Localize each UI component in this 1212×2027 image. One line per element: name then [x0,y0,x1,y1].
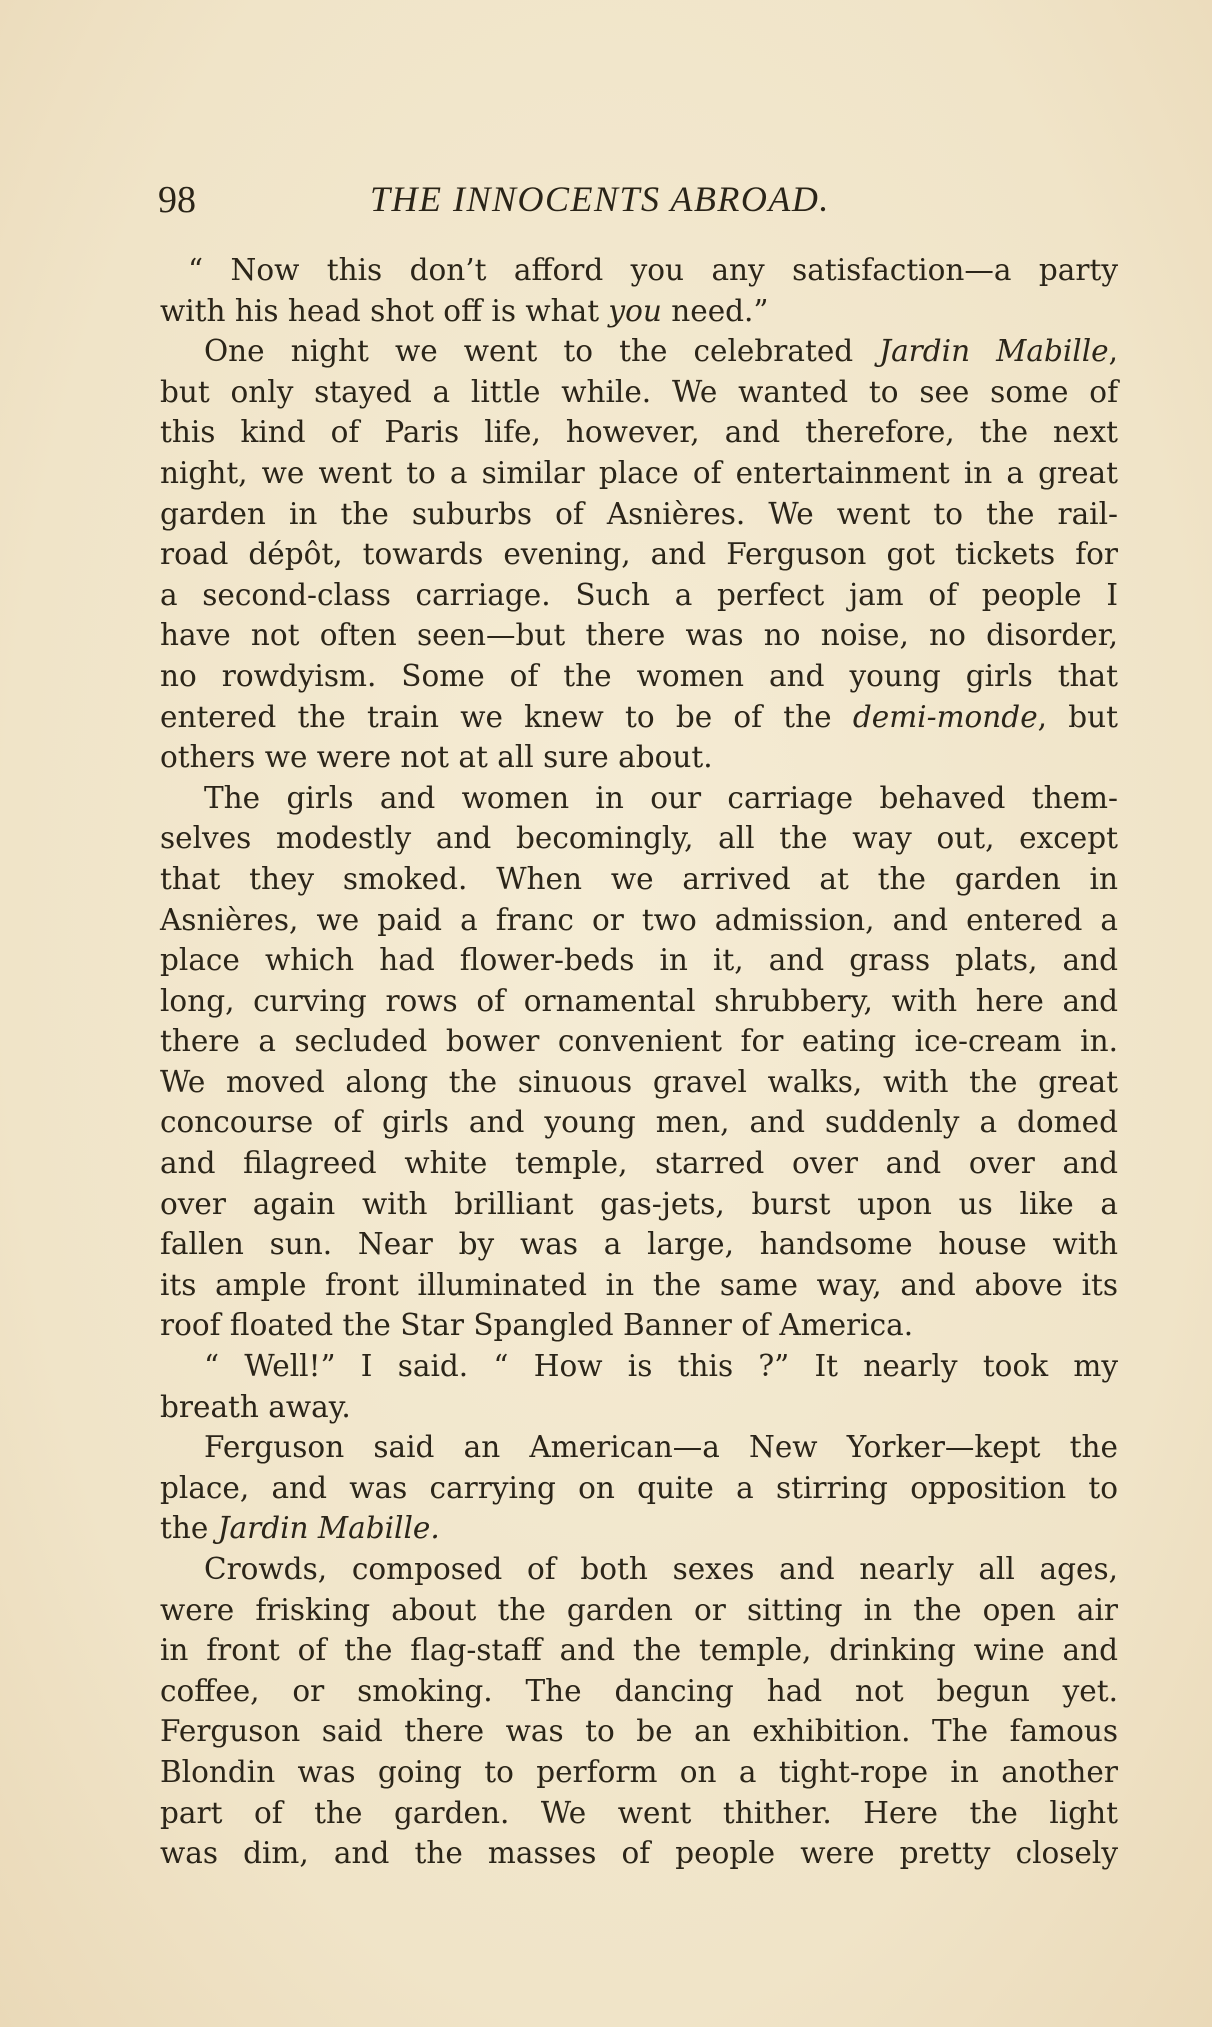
text-segment: over again with brilliant gas-jets, burst upon us like a [160,1186,1118,1221]
text-line [160,940,1118,981]
text-line [160,1833,1118,1874]
text-line [160,1590,1118,1631]
text-segment: We moved along the sinuous gravel walks, with the great [160,1064,1118,1099]
text-line [160,412,1118,453]
text-segment: there a secluded bower convenient for eating ice-cream in. [160,1024,1118,1059]
text-line [160,534,1118,575]
page-number: 98 [158,179,196,221]
text-segment: coffee, or smoking. The dancing had not begun yet. [160,1673,1118,1708]
text-segment: Blondin was going to perform on a tight-rope in another [160,1754,1118,1789]
text-line [160,291,1118,332]
text-segment: place, and was carrying on quite a stirring opposition to [160,1470,1118,1505]
text-line [160,1752,1118,1793]
text-segment: roof floated the Star Spangled Banner of America. [160,1308,914,1343]
text-segment: long, curving rows of ornamental shrubbery, with here and [160,983,1118,1018]
text-line [160,1346,1118,1387]
text-line [160,1387,1118,1428]
text-line [160,1671,1118,1712]
italic-text-segment: demi-monde [852,699,1038,734]
text-segment: that they smoked. When we arrived at the garden in [160,861,1118,896]
text-segment: night, we went to a similar place of entertainment in a great [160,455,1118,490]
text-line [160,778,1118,819]
body-text [160,250,1118,1874]
text-segment: and filagreed white temple, starred over and over and [160,1146,1118,1181]
running-head [158,170,1118,230]
text-line [160,981,1118,1022]
text-line [160,1793,1118,1834]
text-segment: others we were not at all sure about. [160,740,713,775]
text-segment: One night we went to the celebrated [204,334,880,369]
text-line [160,818,1118,859]
italic-text-segment: Jardin Mabille [879,334,1109,369]
text-line [160,656,1118,697]
text-segment: road dépôt, towards evening, and Ferguson got tickets for [160,537,1118,572]
text-segment: was dim, and the masses of people were pretty closely [160,1836,1118,1871]
text-line [160,494,1118,535]
text-segment: “ Well!” I said. “ How is this ?” It nearly took my [204,1349,1118,1384]
text-segment: with his head shot off is what [160,293,609,328]
text-line [160,615,1118,656]
text-segment: need.” [661,293,769,328]
text-segment: The girls and women in our carriage behaved them- [204,780,1118,815]
text-line [160,1265,1118,1306]
text-line [160,372,1118,413]
text-line [160,737,1118,778]
text-segment: were frisking about the garden or sitting in the open air [160,1592,1118,1627]
text-segment: Asnières, we paid a franc or two admission, and entered a [160,902,1118,937]
text-segment: , but [1037,699,1119,734]
text-segment: entered the train we knew to be of the [160,699,853,734]
text-segment: no rowdyism. Some of the women and young girls that [160,658,1118,693]
text-line [160,331,1118,372]
text-segment: Ferguson said there was to be an exhibition. The famous [160,1714,1118,1749]
text-segment: “ Now this don’t afford you any satisfaction—a party [188,253,1118,287]
text-segment: its ample front illuminated in the same way, and above its [160,1267,1118,1302]
text-line [160,250,1118,291]
text-line [160,1224,1118,1265]
italic-text-segment: Jardin Mabille. [217,1511,440,1546]
text-segment: breath away. [160,1389,351,1424]
text-segment: the [160,1511,218,1546]
text-segment: but only stayed a little while. We wanted to see some of [160,374,1118,409]
text-segment: this kind of Paris life, however, and therefore, the next [160,415,1118,450]
text-line [160,697,1118,738]
text-segment: , [1108,334,1118,369]
text-line [160,1021,1118,1062]
text-segment: fallen sun. Near by was a large, handsome house with [160,1227,1118,1262]
text-segment: have not often seen—but there was no noise, no disorder, [160,618,1118,653]
italic-text-segment: you [608,293,662,328]
text-segment: in front of the flag-staff and the temple, drinking wine and [160,1633,1118,1668]
text-line [160,1427,1118,1468]
text-segment: Ferguson said an American—a New Yorker—kept the [204,1430,1118,1465]
text-segment: Crowds, composed of both sexes and nearly all ages, [204,1552,1118,1586]
text-line [160,900,1118,941]
text-line [160,1143,1118,1184]
text-segment: selves modestly and becomingly, all the way out, except [160,821,1118,856]
text-segment: place which had flower-beds in it, and grass plats, and [160,943,1118,978]
text-line [160,1102,1118,1143]
text-segment: concourse of girls and young men, and suddenly a domed [160,1105,1118,1140]
running-title: THE INNOCENTS ABROAD. [370,179,830,219]
text-line [160,1508,1118,1549]
text-line [160,1468,1118,1509]
text-segment: part of the garden. We went thither. Here the light [160,1795,1118,1830]
text-segment: a second-class carriage. Such a perfect jam of people I [160,577,1118,612]
text-line [160,453,1118,494]
text-line [160,575,1118,616]
text-line [160,1630,1118,1671]
text-segment: garden in the suburbs of Asnières. We went to the rail- [160,496,1118,531]
text-line [160,1184,1118,1225]
text-line [160,1062,1118,1103]
text-line [160,1549,1118,1590]
text-line [160,1711,1118,1752]
text-line [160,859,1118,900]
text-line [160,1305,1118,1346]
